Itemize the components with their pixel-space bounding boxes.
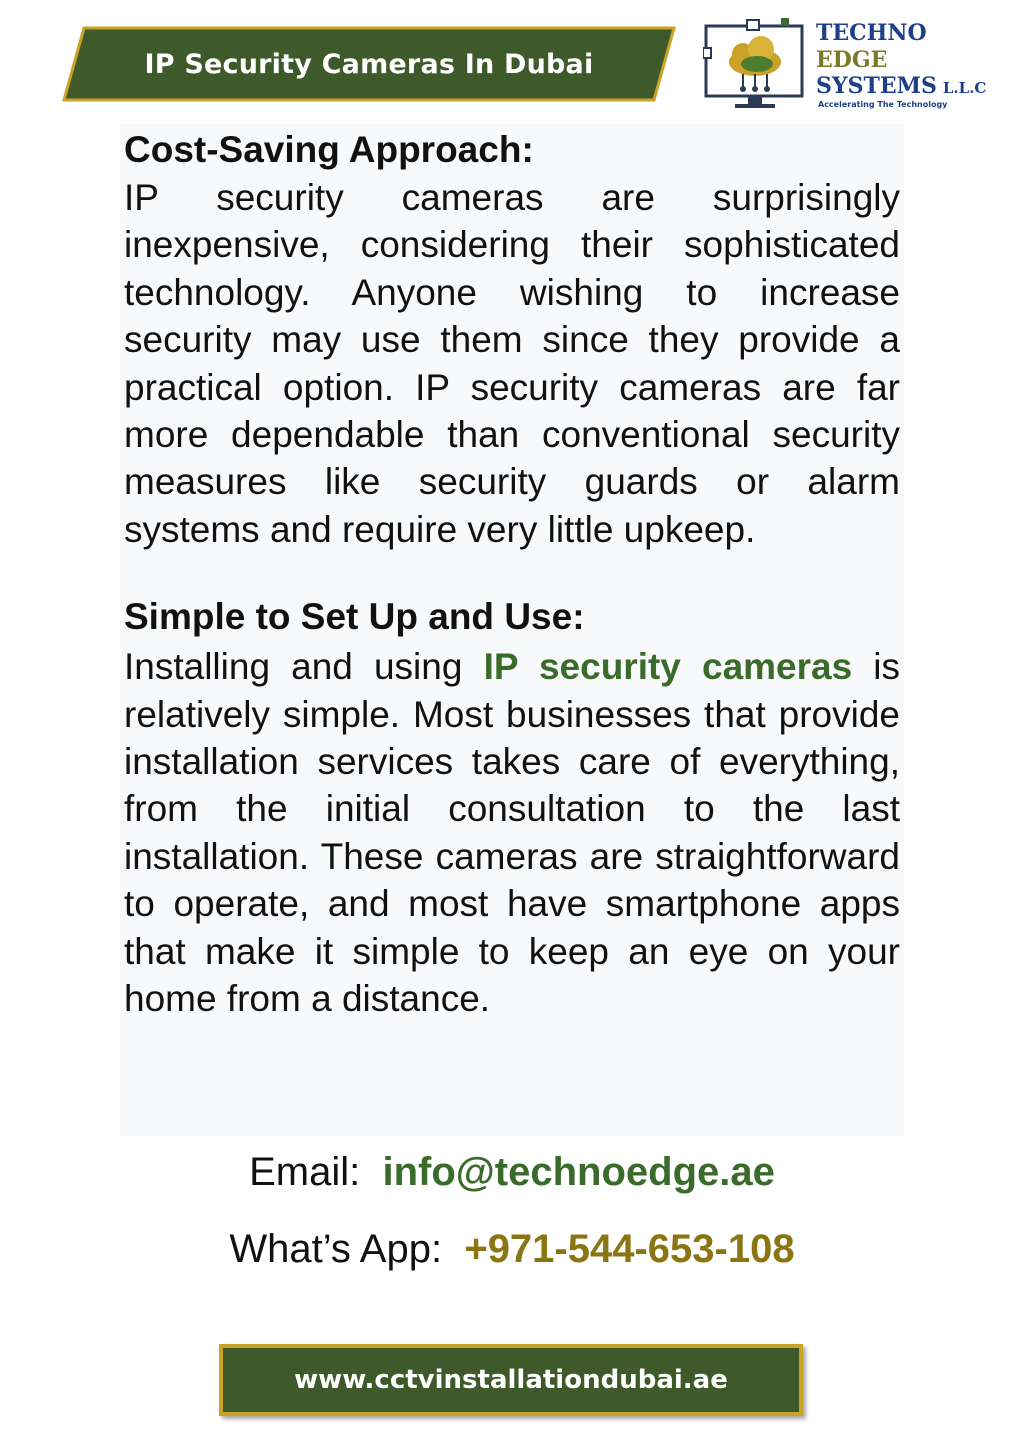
logo-tagline: Accelerating The Technology [818,100,948,109]
header-banner [62,26,676,102]
setup-text-rest: is relatively simple. Most businesses that provide installation services takes care of everything, from the initial consultation to the last installation. These cameras are straightforward to operate, and most have smartphone apps that make it simple to keep an eye on your home from a distance. [124,646,901,1020]
email-label: Email: [249,1150,361,1194]
whatsapp-number[interactable]: +971-544-653-108 [464,1227,795,1271]
logo-llc: L.L.C [942,79,987,97]
main-content [124,124,900,1023]
logo-text-line2: EDGE [816,47,888,73]
logo-text-line1: TECHNO [816,20,927,46]
setup-text-start: Installing and using [124,646,484,688]
cloud-monitor-icon [703,18,811,110]
logo-text-line3 [816,75,986,97]
section-heading-setup: Simple to Set Up and Use: [124,596,585,638]
section-heading-cost: Cost-Saving Approach: [124,129,534,170]
section-body-cost: IP security cameras are surprisingly inexpensive, considering their sophisticated technology. Anyone wishing to increase security may use them since they provide a practical option. IP security cameras are far more dependable than conventional security measures like security guards or alarm systems and require very little upkeep. [124,177,900,550]
email-row [0,1152,1024,1192]
email-link[interactable]: info@technoedge.ae [382,1150,775,1194]
section-body-setup [124,643,900,1022]
whatsapp-label: What’s App: [229,1227,443,1271]
website-link[interactable]: www.cctvinstallationdubai.ae [219,1344,803,1416]
logo-text-systems: SYSTEMS [816,73,937,99]
ip-cameras-link[interactable]: IP security cameras [483,646,853,688]
page-title: IP Security Cameras In Dubai [144,48,594,80]
company-logo [703,18,1003,110]
whatsapp-row [0,1229,1024,1269]
